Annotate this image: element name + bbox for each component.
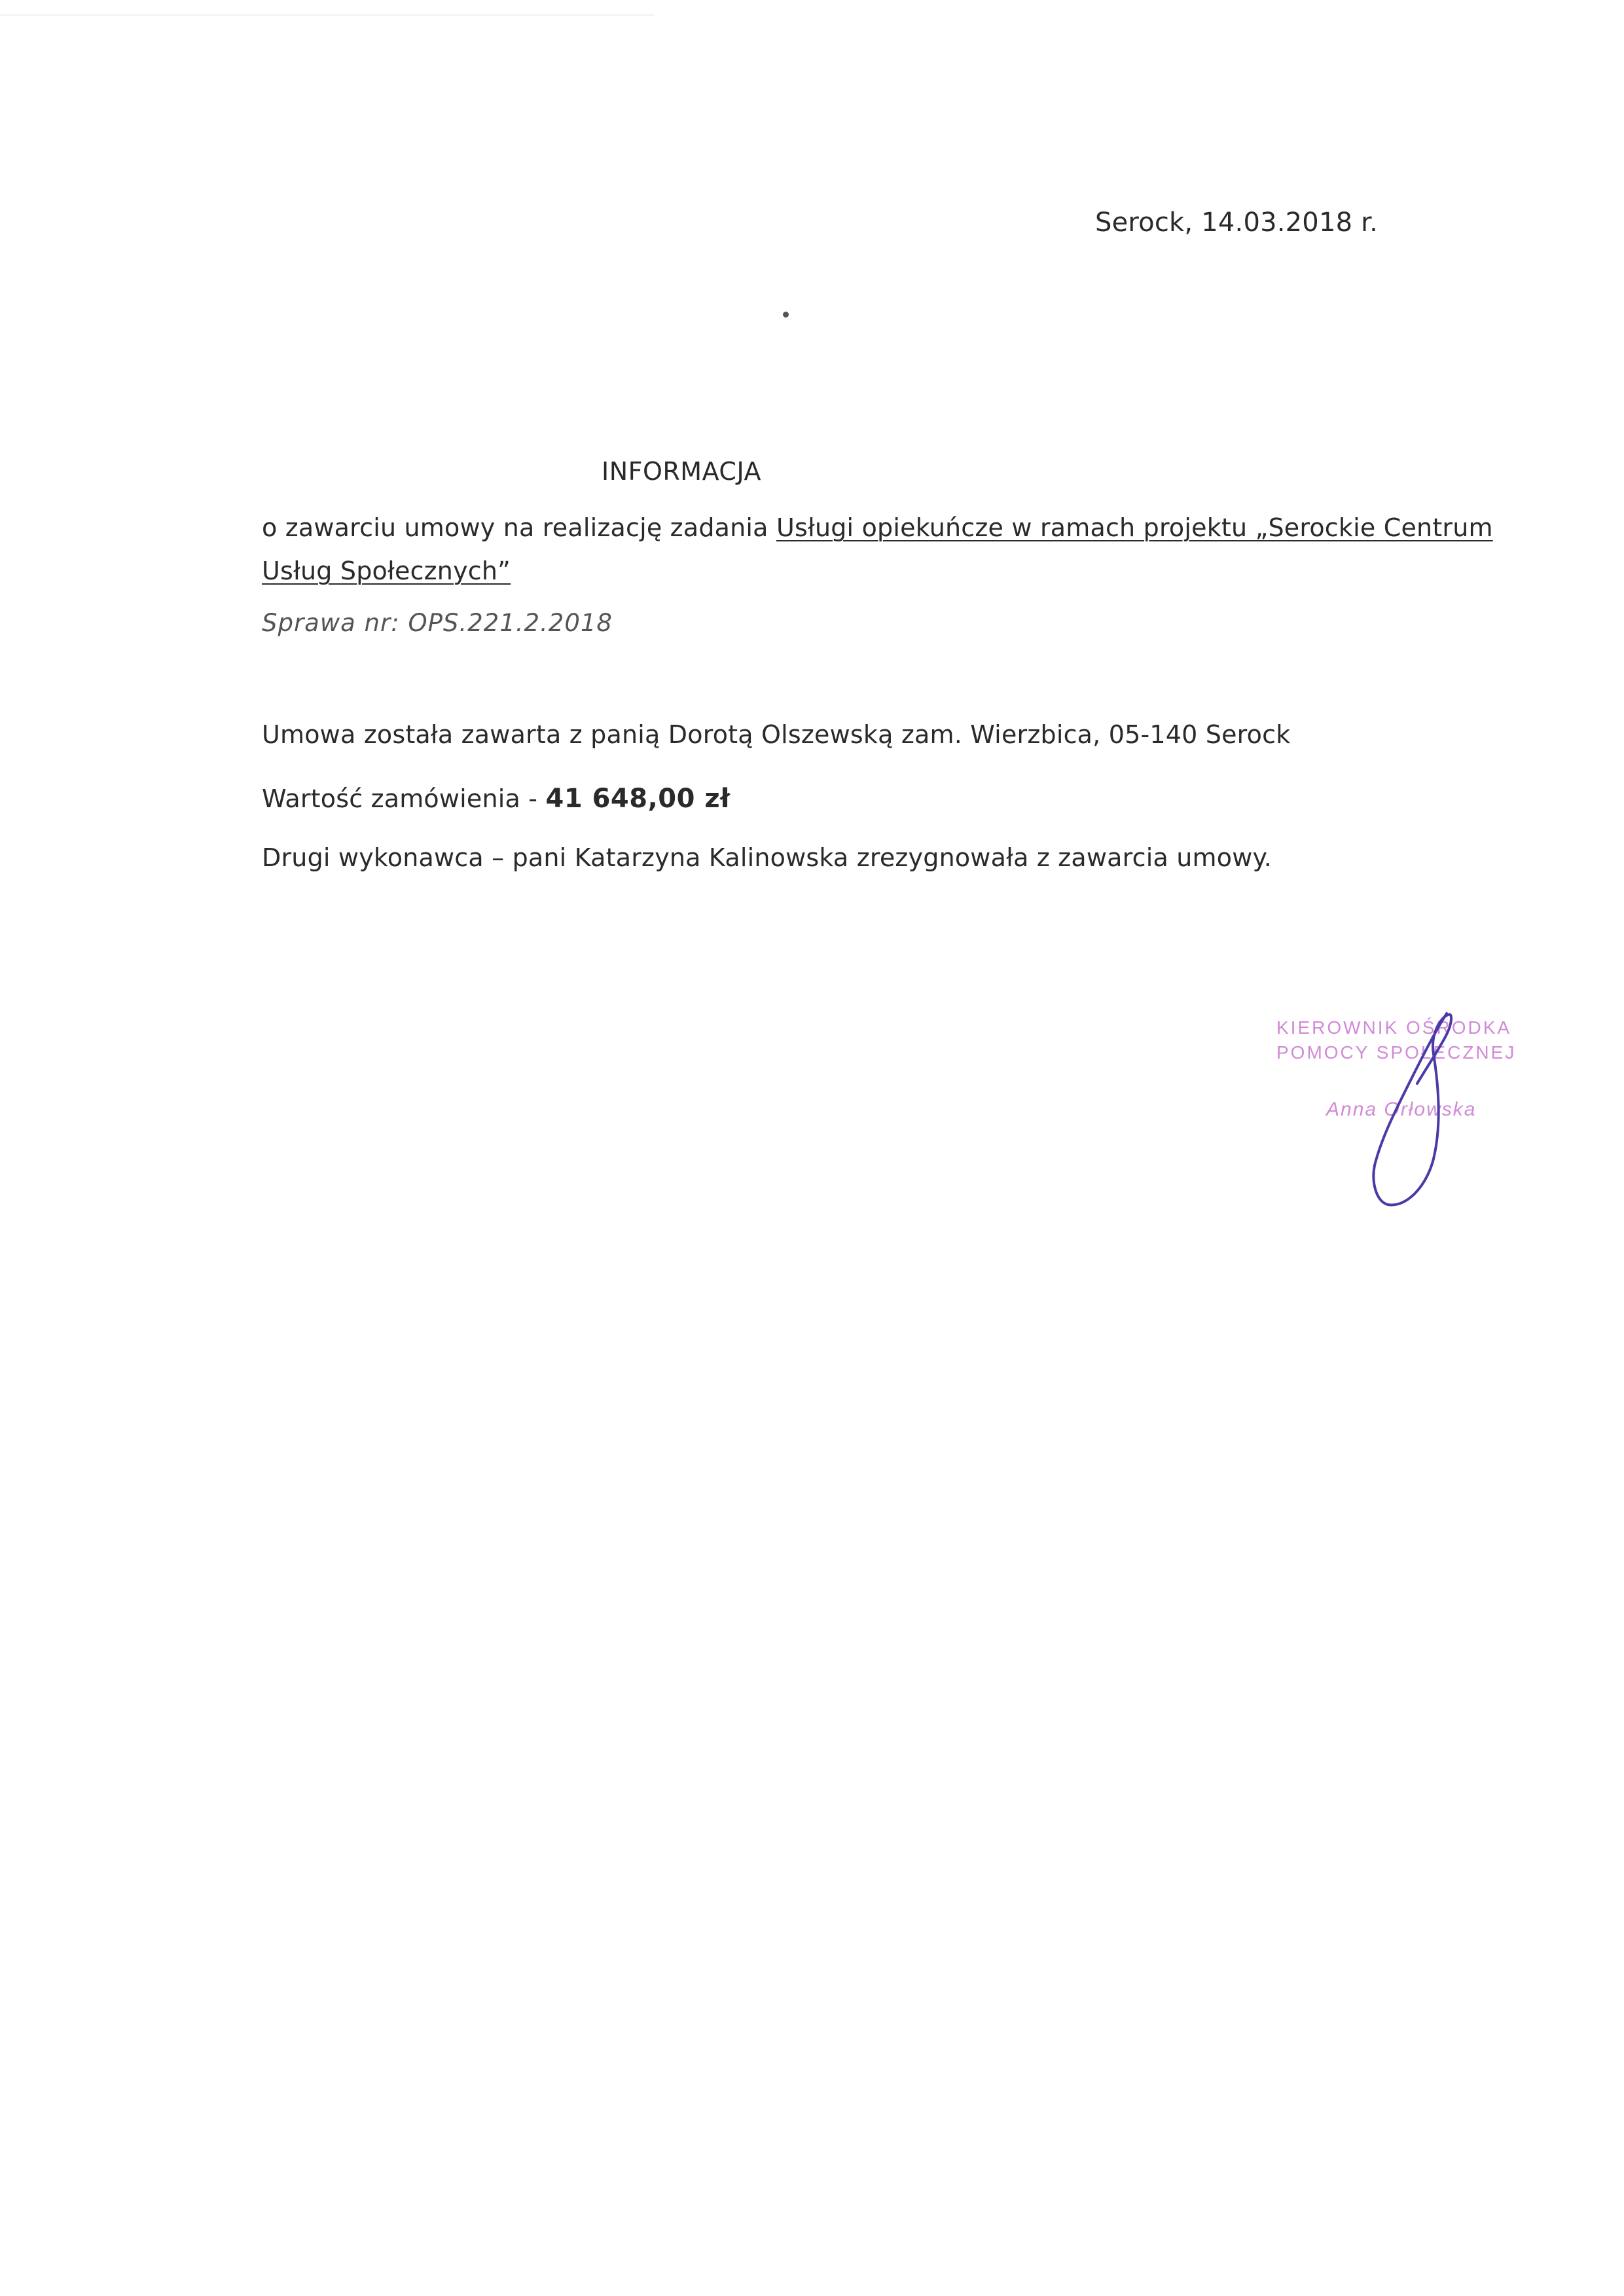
date-place-line: Serock, 14.03.2018 r. bbox=[1095, 208, 1379, 238]
stamp-line-1: KIEROWNIK OŚRODKA bbox=[1276, 1017, 1512, 1038]
intro-line-1 bbox=[262, 513, 1493, 543]
stamp-line-3: Anna Orłowska bbox=[1326, 1099, 1477, 1120]
second-contractor-statement: Drugi wykonawca – pani Katarzyna Kalinowska zrezygnowała z zawarcia umowy. bbox=[262, 843, 1272, 872]
document-heading: INFORMACJA bbox=[602, 457, 761, 486]
contract-statement: Umowa została zawarta z panią Dorotą Olszewską zam. Wierzbica, 05-140 Serock bbox=[262, 720, 1291, 749]
order-value-line bbox=[262, 783, 730, 814]
stray-dot bbox=[783, 312, 789, 318]
scan-artifact-line bbox=[0, 14, 655, 16]
intro-prefix: o zawarciu umowy na realizację zadania bbox=[262, 513, 776, 542]
task-name-part-2: Usług Społecznych” bbox=[262, 556, 511, 585]
task-name-part-1: Usługi opiekuńcze w ramach projektu „Serockie Centrum bbox=[776, 513, 1493, 542]
case-number: Sprawa nr: OPS.221.2.2018 bbox=[262, 609, 613, 637]
intro-line-2 bbox=[262, 556, 511, 587]
order-value-amount: 41 648,00 zł bbox=[545, 784, 731, 814]
order-value-label: Wartość zamówienia - bbox=[262, 784, 546, 813]
handwritten-signature bbox=[1335, 1008, 1466, 1218]
stamp-line-2: POMOCY SPOŁECZNEJ bbox=[1276, 1042, 1517, 1063]
